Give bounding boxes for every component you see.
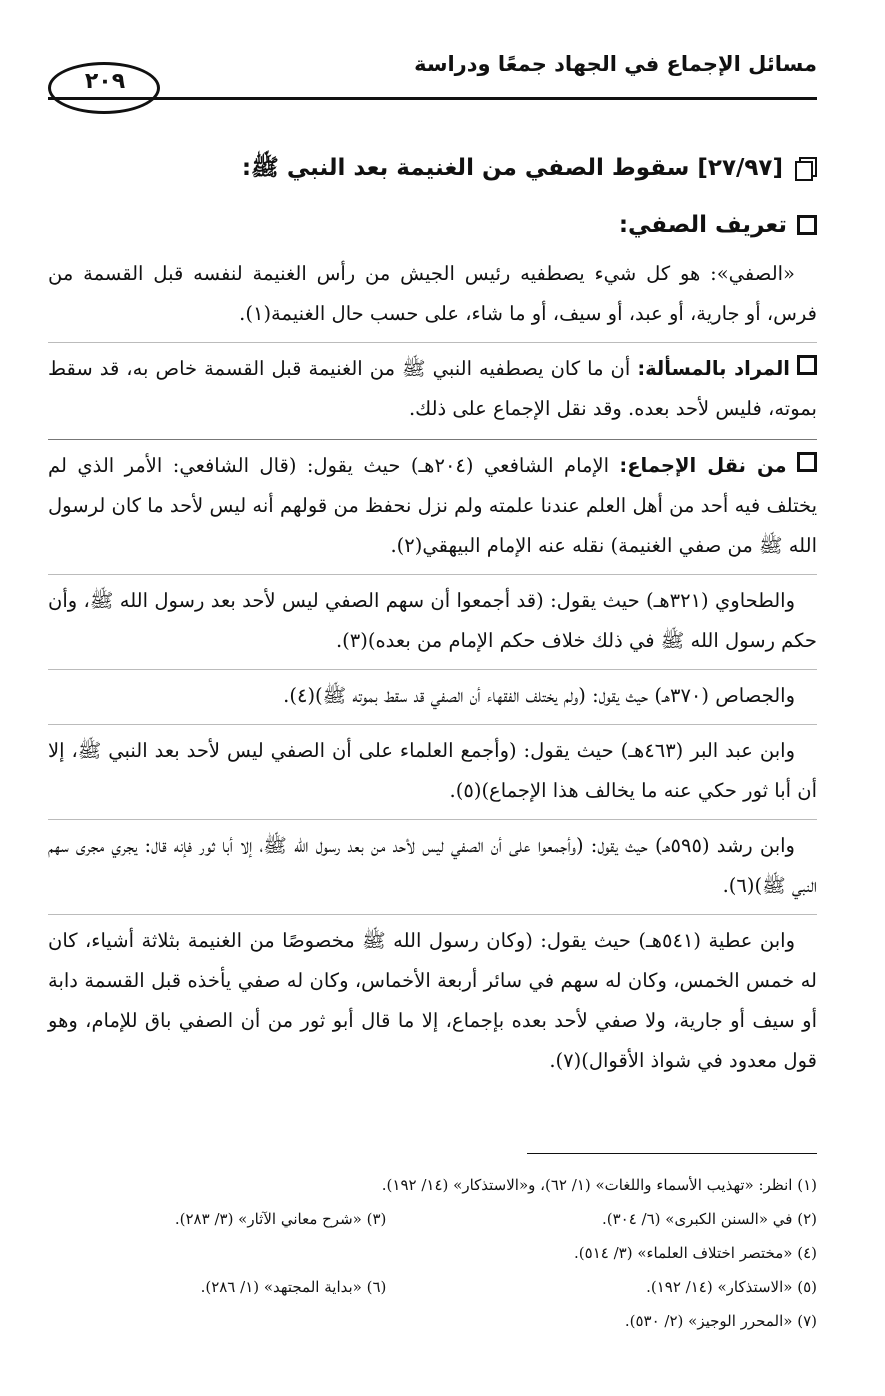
section-heading (48, 142, 817, 194)
checkbox-bullet-icon (797, 355, 817, 375)
footnote-7: (٧) «المحرر الوجيز» (٢/ ٥٣٠). (624, 1312, 817, 1330)
section-title: [٢٧/٩٧] سقوط الصفي من الغنيمة بعد النبي ﷺ: (241, 155, 783, 181)
document-icon (795, 157, 817, 179)
footnote-1: (١) انظر: «تهذيب الأسماء واللغات» (١/ ٦٢)، و«الاستذكار» (١٤/ ١٩٢). (381, 1176, 817, 1194)
checkbox-bullet-icon (797, 452, 817, 472)
footnotes (48, 1168, 817, 1338)
footnote-row (48, 1236, 817, 1270)
quote-paragraph-ibn-abd-al-barr: وابن عبد البر (٤٦٣هـ) حيث يقول: (وأجمع العلماء على أن الصفي ليس لأحد بعد النبي ﷺ، إلا أن أبا ثور حكي عنه ما يخالف هذا الإجماع)(٥). (48, 724, 817, 811)
quote-paragraph-ibn-rushd: وابن رشد (٥٩٥هـ) حيث يقول: (وأجمعوا على أن الصفي ليس لأحد من بعد رسول الله ﷺ، إلا أبا ثور فإنه قال: يجري مجرى سهم النبي ﷺ)(٦). (48, 819, 817, 906)
running-title: مسائل الإجماع في الجهاد جمعًا ودراسة (414, 52, 817, 76)
definition-heading: تعريف الصفي: (618, 212, 787, 238)
transmitters-lead: من نقل الإجماع: (619, 454, 787, 477)
quote-paragraph-tahawi: والطحاوي (٣٢١هـ) حيث يقول: (قد أجمعوا أن سهم الصفي ليس لأحد بعد رسول الله ﷺ، وأن حكم رسول الله ﷺ في ذلك خلاف حكم الإمام من بعده)(٣). (48, 574, 817, 661)
definition-paragraph: «الصفي»: هو كل شيء يصطفيه رئيس الجيش من رأس الغنيمة لنفسه قبل القسمة من فرس، أو جارية، أو عبد، أو سيف، أو ما شاء، على حسب حال الغنيمة(١). (48, 262, 817, 325)
footnote-row (48, 1304, 817, 1338)
footnote-row (48, 1168, 817, 1202)
footnote-6: (٦) «بداية المجتهد» (١/ ٢٨٦). (200, 1278, 387, 1296)
transmitters-paragraph (48, 439, 817, 566)
footnote-2: (٢) في «السنن الكبرى» (٦/ ٣٠٤). (601, 1210, 817, 1228)
header-rule (48, 97, 817, 100)
footnote-row (48, 1202, 817, 1236)
quote-paragraph-ibn-atiyya: وابن عطية (٥٤١هـ) حيث يقول: (وكان رسول الله ﷺ مخصوصًا من الغنيمة بثلاثة أشياء، كان له خمس الخمس، وكان له سهم في سائر أربعة الأخماس، وكان له صفي يأخذه قبل القسمة دابة أو سيف أو جارية، ولا صفي لأحد بعده بإجماع، إلا ما قال أبو ثور من أن الصفي باق للإمام، وهو قول معدود في شواذ الأقوال)(٧). (48, 914, 817, 1081)
footnote-row (48, 1270, 817, 1304)
page-number: ٢٠٩ (84, 68, 126, 94)
footnote-separator (527, 1153, 817, 1154)
quote-paragraph-jassas: والجصاص (٣٧٠هـ) حيث يقول: (ولم يختلف الفقهاء أن الصفي قد سقط بموته ﷺ)(٤). (48, 669, 817, 716)
meaning-text: أن ما كان يصطفيه النبي ﷺ من الغنيمة قبل القسمة خاص به، قد سقط بموته، فليس لأحد بعده. وقد نقل الإجماع على ذلك. (48, 357, 817, 420)
footnote-5: (٥) «الاستذكار» (١٤/ ١٩٢). (646, 1278, 817, 1296)
main-content (48, 142, 817, 1081)
footnote-4: (٤) «مختصر اختلاف العلماء» (٣/ ٥١٤). (574, 1244, 817, 1262)
footnote-3: (٣) «شرح معاني الآثار» (٣/ ٢٨٣). (174, 1210, 387, 1228)
transmitters-text: الإمام الشافعي (٢٠٤هـ) حيث يقول: (قال الشافعي: الأمر الذي لم يختلف فيه أحد من أهل العلم عندنا علمته ولم نزل نحفظ من قولهم أنه ليس لأحد ما كان لرسول الله ﷺ من صفي الغنيمة) نقله عنه الإمام البيهقي(٢). (48, 454, 817, 557)
definition-subheading (48, 200, 817, 250)
checkbox-bullet-icon (797, 215, 817, 235)
meaning-lead: المراد بالمسألة: (637, 357, 790, 380)
meaning-paragraph (48, 342, 817, 429)
